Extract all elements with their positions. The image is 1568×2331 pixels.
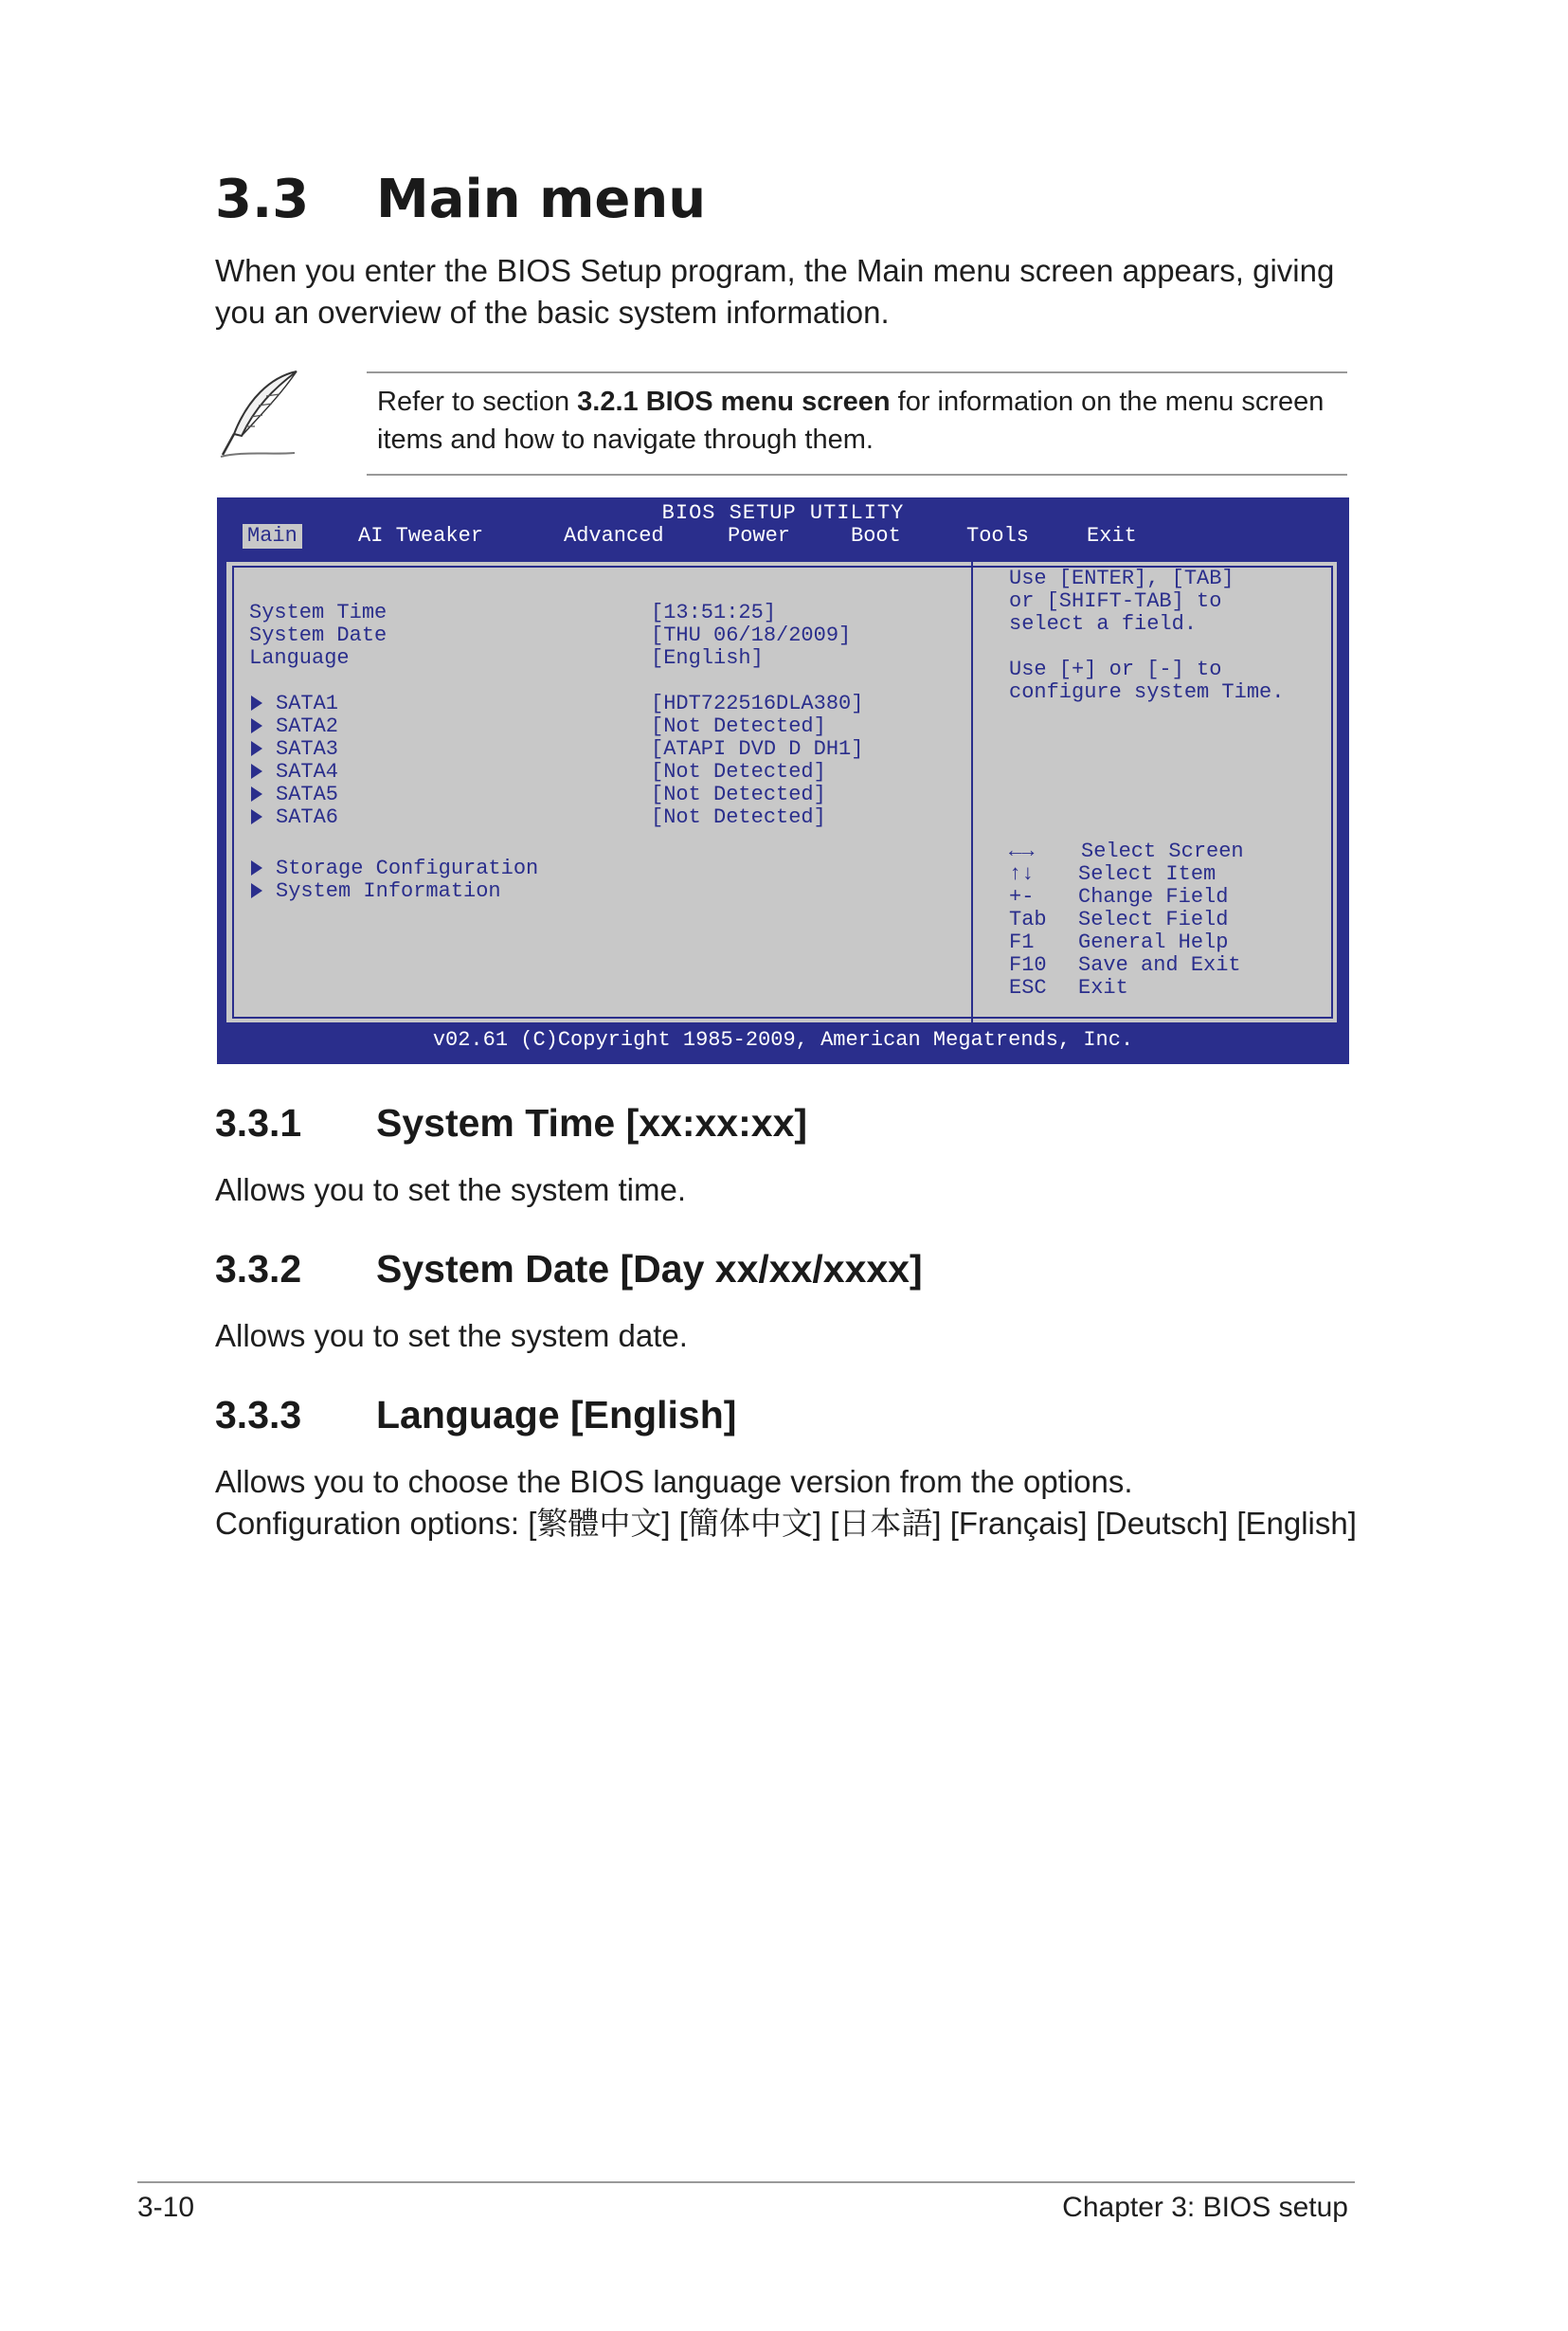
- bios-screen: [217, 497, 1349, 1064]
- subsection-body: Allows you to set the system time.: [215, 1172, 687, 1207]
- triangle-right-icon: [251, 883, 262, 898]
- key-label: Tab: [1009, 908, 1047, 931]
- key-action: Save and Exit: [1078, 953, 1241, 977]
- key-label: ←→: [1009, 840, 1035, 863]
- subsection-heading: [215, 1101, 807, 1146]
- page-title: [215, 169, 706, 230]
- sata-label: SATA3: [276, 737, 339, 761]
- sata-value: [Not Detected]: [651, 760, 826, 784]
- field-label[interactable]: System Date: [249, 623, 387, 647]
- bios-divider: [971, 560, 973, 1024]
- key-action: Exit: [1078, 976, 1128, 1000]
- tab-ai-tweaker[interactable]: AI Tweaker: [358, 524, 484, 548]
- note-suffix: for information on the menu screen items and how to navigate through them.: [377, 387, 1325, 455]
- tab-boot[interactable]: Boot: [851, 524, 901, 548]
- triangle-right-icon: [251, 764, 262, 779]
- sata-label: SATA6: [276, 805, 339, 829]
- sata-label: SATA2: [276, 714, 339, 738]
- subsection-body: Allows you to choose the BIOS language version from the options.: [215, 1464, 1133, 1499]
- submenu-storage-configuration[interactable]: [251, 858, 538, 880]
- configuration-options: Configuration options: [繁體中文] [簡体中文] [日本語] [Français] [Deutsch] [English]: [215, 1506, 1357, 1541]
- sata-item[interactable]: [251, 693, 338, 715]
- sata-value: [Not Detected]: [651, 783, 826, 806]
- tab-advanced[interactable]: Advanced: [564, 524, 664, 548]
- sata-value: [HDT722516DLA380]: [651, 692, 864, 715]
- key-action: Change Field: [1078, 885, 1229, 909]
- submenu-system-information[interactable]: [251, 880, 501, 903]
- bios-title: BIOS SETUP UTILITY: [661, 501, 905, 525]
- key-label: ESC: [1009, 976, 1047, 1000]
- submenu-label: Storage Configuration: [276, 857, 539, 880]
- key-action: Select Field: [1078, 908, 1229, 931]
- key-action: General Help: [1078, 931, 1229, 954]
- sata-item[interactable]: [251, 761, 338, 784]
- note-prefix: Refer to section: [377, 387, 578, 417]
- sata-item[interactable]: [251, 715, 338, 738]
- feather-pen-icon: [213, 368, 308, 462]
- subsection-number: 3.3.2: [215, 1247, 302, 1291]
- help-line: configure system Time.: [1009, 680, 1285, 704]
- triangle-right-icon: [251, 860, 262, 876]
- section-title: Main menu: [376, 169, 707, 230]
- subsection-title: System Time [xx:xx:xx]: [376, 1101, 808, 1145]
- subsection-heading: [215, 1393, 736, 1437]
- note-bottom-rule: [367, 474, 1347, 476]
- key-action: Select Item: [1078, 862, 1217, 886]
- note-reference: 3.2.1 BIOS menu screen: [577, 387, 891, 417]
- note-top-rule: [367, 371, 1347, 373]
- note-text: [377, 383, 1343, 459]
- tab-exit[interactable]: Exit: [1087, 524, 1137, 548]
- subsection-title: Language [English]: [376, 1393, 737, 1437]
- bios-footer: v02.61 (C)Copyright 1985-2009, American Megatrends, Inc.: [432, 1028, 1134, 1052]
- sata-label: SATA1: [276, 692, 339, 715]
- help-line: Use [+] or [-] to: [1009, 658, 1222, 681]
- help-line: Use [ENTER], [TAB]: [1009, 567, 1235, 590]
- sata-value: [Not Detected]: [651, 714, 826, 738]
- triangle-right-icon: [251, 786, 262, 802]
- subsection-title: System Date [Day xx/xx/xxxx]: [376, 1247, 923, 1291]
- chapter-label: Chapter 3: BIOS setup: [1062, 2192, 1348, 2223]
- triangle-right-icon: [251, 696, 262, 711]
- page-number: 3-10: [137, 2192, 195, 2223]
- help-line: or [SHIFT-TAB] to: [1009, 589, 1222, 613]
- footer-rule: [137, 2181, 1355, 2183]
- key-label: F1: [1009, 931, 1035, 954]
- sata-value: [Not Detected]: [651, 805, 826, 829]
- help-line: select a field.: [1009, 612, 1198, 636]
- sata-value: [ATAPI DVD D DH1]: [651, 737, 864, 761]
- key-label: +-: [1009, 885, 1035, 909]
- triangle-right-icon: [251, 809, 262, 824]
- key-action: Select Screen: [1081, 840, 1244, 863]
- section-number: 3.3: [215, 169, 310, 230]
- tab-power[interactable]: Power: [728, 524, 791, 548]
- field-value[interactable]: [THU 06/18/2009]: [651, 623, 852, 647]
- sata-item[interactable]: [251, 784, 338, 806]
- intro-paragraph: When you enter the BIOS Setup program, the Main menu screen appears, giving you an overview of the basic system information.: [215, 253, 1335, 330]
- key-label: ↑↓: [1009, 862, 1035, 886]
- sata-item[interactable]: [251, 806, 338, 829]
- subsection-number: 3.3.3: [215, 1393, 302, 1437]
- field-label[interactable]: Language: [249, 646, 350, 670]
- field-label[interactable]: System Time: [249, 601, 387, 624]
- sata-item[interactable]: [251, 738, 338, 761]
- subsection-number: 3.3.1: [215, 1101, 302, 1145]
- tab-tools[interactable]: Tools: [966, 524, 1030, 548]
- tab-main[interactable]: Main: [243, 524, 302, 549]
- triangle-right-icon: [251, 718, 262, 733]
- field-value[interactable]: [13:51:25]: [651, 601, 777, 624]
- submenu-label: System Information: [276, 879, 501, 903]
- subsection-heading: [215, 1247, 923, 1292]
- field-value[interactable]: [English]: [651, 646, 764, 670]
- sata-label: SATA4: [276, 760, 339, 784]
- key-label: F10: [1009, 953, 1047, 977]
- subsection-body: Allows you to set the system date.: [215, 1318, 688, 1353]
- sata-label: SATA5: [276, 783, 339, 806]
- triangle-right-icon: [251, 741, 262, 756]
